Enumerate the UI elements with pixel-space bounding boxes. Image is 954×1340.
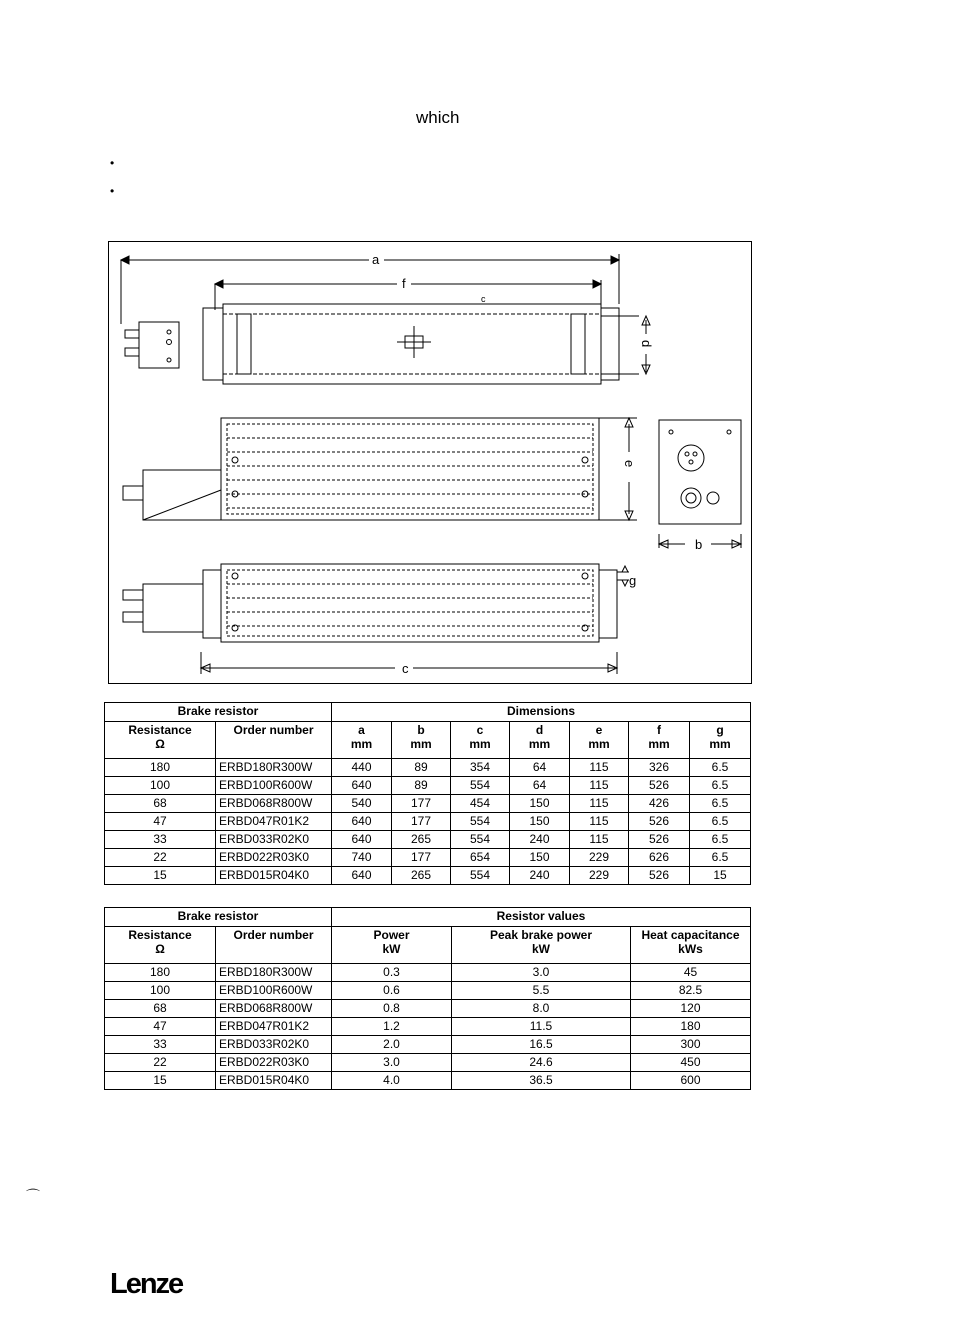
column-header <box>105 722 216 759</box>
table-cell: 426 <box>629 795 690 813</box>
table-cell: 16.5 <box>452 1036 631 1054</box>
table-cell: ERBD033R02K0 <box>216 1036 332 1054</box>
column-header-unit: mm <box>528 736 551 751</box>
top-view <box>121 252 654 384</box>
table-cell: 11.5 <box>452 1018 631 1036</box>
column-header <box>570 722 629 759</box>
table-cell: 89 <box>392 777 451 795</box>
table-cell: 0.3 <box>332 964 452 982</box>
column-header-name: Power <box>373 928 410 942</box>
table-cell: ERBD047R01K2 <box>216 1018 332 1036</box>
table-row <box>105 849 751 867</box>
table-cell: 540 <box>332 795 392 813</box>
intro-text: which <box>416 108 460 127</box>
table-cell: 0.6 <box>332 982 452 1000</box>
table-cell: 36.5 <box>452 1072 631 1090</box>
front-view <box>123 418 637 520</box>
table-cell: 180 <box>631 1018 751 1036</box>
table-cell: 6.5 <box>690 813 751 831</box>
lenze-logo: Lenze <box>110 1268 183 1300</box>
table-row <box>105 964 751 982</box>
table-row <box>105 813 751 831</box>
table-cell: 115 <box>570 759 629 777</box>
column-header <box>332 722 392 759</box>
table-cell: 22 <box>105 849 216 867</box>
table-cell: 82.5 <box>631 982 751 1000</box>
table-cell: 5.5 <box>452 982 631 1000</box>
table-cell: 6.5 <box>690 795 751 813</box>
table-cell: 100 <box>105 777 216 795</box>
bullet-1: • <box>110 156 115 170</box>
table-cell: 229 <box>570 867 629 885</box>
column-header <box>216 927 332 964</box>
table-cell: 554 <box>451 831 510 849</box>
table-cell: 180 <box>105 759 216 777</box>
column-header <box>690 722 751 759</box>
table-cell: ERBD022R03K0 <box>216 849 332 867</box>
column-header <box>631 927 751 964</box>
table-cell: 0.8 <box>332 1000 452 1018</box>
column-header-name: b <box>417 723 425 737</box>
table-cell: ERBD015R04K0 <box>216 1072 332 1090</box>
dim-label-b: b <box>695 537 703 552</box>
column-header-name: Order number <box>233 723 314 737</box>
dimension-drawing <box>108 241 752 684</box>
table-row <box>105 831 751 849</box>
table-cell: 300 <box>631 1036 751 1054</box>
table-cell: 15 <box>105 1072 216 1090</box>
table-row <box>105 1054 751 1072</box>
table-cell: 4.0 <box>332 1072 452 1090</box>
column-header <box>451 722 510 759</box>
dim-label-g: g <box>629 573 637 588</box>
column-header <box>510 722 570 759</box>
column-header-name: Heat capacitance <box>641 928 740 942</box>
table-cell: 554 <box>451 777 510 795</box>
column-header-unit: kWs <box>678 941 703 956</box>
table-cell: 600 <box>631 1072 751 1090</box>
column-header-name: Order number <box>233 928 314 942</box>
table-cell: 120 <box>631 1000 751 1018</box>
column-header-unit: Ω <box>155 736 165 751</box>
table-cell: 68 <box>105 795 216 813</box>
table-cell: 177 <box>392 813 451 831</box>
column-header-unit: mm <box>350 736 373 751</box>
column-header-name: f <box>657 723 661 737</box>
table-cell: 265 <box>392 867 451 885</box>
table-cell: ERBD068R800W <box>216 1000 332 1018</box>
column-header-name: c <box>476 723 484 737</box>
table-cell: ERBD022R03K0 <box>216 1054 332 1072</box>
table-cell: 64 <box>510 777 570 795</box>
column-header-name: d <box>535 723 544 737</box>
group-header-brake-resistor: Brake resistor <box>105 908 332 927</box>
table-cell: 454 <box>451 795 510 813</box>
dim-label-e: e <box>622 460 637 468</box>
table-cell: 626 <box>629 849 690 867</box>
table-cell: ERBD068R800W <box>216 795 332 813</box>
table-cell: 68 <box>105 1000 216 1018</box>
table-cell: ERBD033R02K0 <box>216 831 332 849</box>
dim-label-c: c <box>402 661 409 676</box>
table-cell: 64 <box>510 759 570 777</box>
table-cell: 15 <box>690 867 751 885</box>
table-row <box>105 759 751 777</box>
table-cell: 47 <box>105 1018 216 1036</box>
table-cell: 6.5 <box>690 759 751 777</box>
column-header-name: Resistance <box>128 928 192 942</box>
table-cell: 640 <box>332 831 392 849</box>
table-cell: ERBD100R600W <box>216 777 332 795</box>
table-row <box>105 1036 751 1054</box>
column-header <box>392 722 451 759</box>
table-cell: 3.0 <box>332 1054 452 1072</box>
bottom-view <box>123 564 636 676</box>
column-header-name: Resistance <box>128 723 192 737</box>
table-cell: 115 <box>570 777 629 795</box>
table-row <box>105 777 751 795</box>
group-header-brake-resistor: Brake resistor <box>105 703 332 722</box>
column-header-unit: mm <box>410 736 432 751</box>
table-cell: 326 <box>629 759 690 777</box>
table-cell: ERBD180R300W <box>216 964 332 982</box>
table-row <box>105 867 751 885</box>
column-header-unit: kW <box>532 941 550 956</box>
dimensions-table <box>104 702 751 885</box>
column-header-name: e <box>595 723 603 737</box>
table-cell: 440 <box>332 759 392 777</box>
table-cell: ERBD180R300W <box>216 759 332 777</box>
table-cell: 150 <box>510 813 570 831</box>
table-cell: 22 <box>105 1054 216 1072</box>
table-cell: ERBD100R600W <box>216 982 332 1000</box>
table-cell: 526 <box>629 813 690 831</box>
table-cell: 115 <box>570 831 629 849</box>
table-cell: 740 <box>332 849 392 867</box>
table-cell: 640 <box>332 813 392 831</box>
table-cell: 100 <box>105 982 216 1000</box>
column-header <box>629 722 690 759</box>
table-row <box>105 982 751 1000</box>
table-cell: 229 <box>570 849 629 867</box>
table-cell: 33 <box>105 831 216 849</box>
table-cell: 47 <box>105 813 216 831</box>
table-cell: 15 <box>105 867 216 885</box>
table-cell: 654 <box>451 849 510 867</box>
table-cell: 450 <box>631 1054 751 1072</box>
table-cell: 554 <box>451 867 510 885</box>
bullet-2: • <box>110 184 115 198</box>
column-header-unit: Ω <box>155 941 165 956</box>
table-cell: 177 <box>392 795 451 813</box>
column-header <box>452 927 631 964</box>
column-header-name: a <box>358 723 365 737</box>
table-cell: 177 <box>392 849 451 867</box>
column-header-unit: mm <box>469 736 491 751</box>
dim-label-a: a <box>372 252 380 267</box>
table-cell: 1.2 <box>332 1018 452 1036</box>
table-row <box>105 1000 751 1018</box>
group-header-dimensions: Dimensions <box>332 703 751 722</box>
table-cell: 150 <box>510 849 570 867</box>
column-header-unit: mm <box>648 736 670 751</box>
dim-label-c-top: c <box>481 294 486 304</box>
table-row <box>105 1018 751 1036</box>
table-cell: 240 <box>510 867 570 885</box>
table-cell: 354 <box>451 759 510 777</box>
column-header-unit: mm <box>588 736 610 751</box>
resistor-values-table <box>104 907 751 1090</box>
table-cell: 115 <box>570 795 629 813</box>
table-cell: 180 <box>105 964 216 982</box>
table-cell: 526 <box>629 777 690 795</box>
table-cell: 526 <box>629 831 690 849</box>
table-cell: 3.0 <box>452 964 631 982</box>
table-cell: 640 <box>332 777 392 795</box>
table-cell: 554 <box>451 813 510 831</box>
table-cell: 45 <box>631 964 751 982</box>
table-cell: 2.0 <box>332 1036 452 1054</box>
dim-label-d: d <box>639 340 654 348</box>
column-header <box>105 927 216 964</box>
dim-label-f: f <box>402 276 406 291</box>
column-header <box>216 722 332 759</box>
table-cell: 6.5 <box>690 777 751 795</box>
column-header-name: g <box>716 723 724 737</box>
table-cell: ERBD015R04K0 <box>216 867 332 885</box>
table-cell: 8.0 <box>452 1000 631 1018</box>
table-cell: 115 <box>570 813 629 831</box>
table-cell: 150 <box>510 795 570 813</box>
table-cell: ERBD047R01K2 <box>216 813 332 831</box>
group-header-resistor-values: Resistor values <box>332 908 751 927</box>
column-header-name: Peak brake power <box>489 928 593 942</box>
table-cell: 526 <box>629 867 690 885</box>
table-cell: 640 <box>332 867 392 885</box>
table-cell: 89 <box>392 759 451 777</box>
column-header-unit: mm <box>709 736 731 751</box>
table-cell: 240 <box>510 831 570 849</box>
table-cell: 6.5 <box>690 831 751 849</box>
table-row <box>105 795 751 813</box>
side-view <box>659 420 741 552</box>
table-cell: 265 <box>392 831 451 849</box>
table-cell: 33 <box>105 1036 216 1054</box>
table-row <box>105 1072 751 1090</box>
column-header <box>332 927 452 964</box>
corner-mark: ⌒ <box>26 1188 40 1204</box>
column-header-unit: kW <box>382 941 401 956</box>
table-cell: 6.5 <box>690 849 751 867</box>
table-cell: 24.6 <box>452 1054 631 1072</box>
